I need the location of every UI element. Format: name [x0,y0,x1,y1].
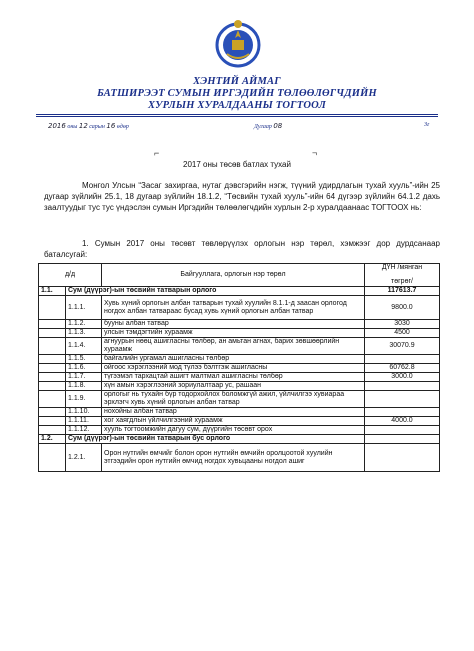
row-amount: 3030 [365,320,440,329]
intro-paragraph: Монгол Улсын “Засаг захиргаа, нутаг дэвсгэрийн нэгж, түүний удирдлагын тухай хууль”-ийн 25 дугаар зүйлийн 25.1, 18 дугаар зүйлийн 18.1.2, “Төсвийн тухай хууль”-ийн 64 дүгээр зүйлийн 64.1.2 дахь заалтуудыг тус тус үндэслэн сумын Иргэдийн төлөөлөгчдийн хурлын 2-р хуралдаанаас ТОГТООХ нь: [44,181,440,212]
row-name: Орон нутгийн өмчийг болон орон нутгийн өмчийн оролцоотой хуулийн этгээдийн орон нутгийн өмчид ногдох хувьцааны ногдол ашиг [102,444,365,472]
place-line [424,122,429,128]
row-amount: 4500 [365,329,440,338]
row-number: 1.2. [39,435,66,444]
resolution-number: 08 [273,122,283,130]
table-row [39,329,440,338]
row-number: 1.1.12. [66,426,102,435]
row-amount: 30070.9 [365,338,440,355]
row-name: түгээмэл тархацтай ашигт малтмал ашигласны төлбөр [102,373,365,382]
row-name: хууль тогтоомжийн дагуу сум, дүүргийн төсөвт орох [102,426,365,435]
row-name: хог хаягдлын үйлчилгээний хураамж [102,417,365,426]
place-label: Зг [424,122,430,128]
row-amount [365,391,440,408]
revenue-table [38,263,440,472]
date-year: 2016 [48,122,66,130]
row-number: 1.2.1. [66,444,102,472]
header-council: БАТШИРЭЭТ СУМЫН ИРГЭДИЙН ТӨЛӨӨЛӨГЧДИЙН [97,88,377,99]
table-row [39,364,440,373]
table-row [39,287,440,296]
row-indent-cell [39,364,66,373]
row-indent-cell [39,382,66,391]
table-row [39,338,440,355]
header-divider-bottom [36,116,438,117]
col-header-no: д/д [39,264,102,287]
row-name: Сум (дүүрэг)-ын төсвийн татварын орлого [66,287,365,296]
date-month-label: сарын [89,124,105,130]
row-number: 1.1.4. [66,338,102,355]
row-number: 1.1.8. [66,382,102,391]
table-row [39,444,440,472]
date-day: 16 [106,122,116,130]
row-name: байгалийн ургамал ашигласны төлбөр [102,355,365,364]
row-name: Хувь хүний орлогын албан татварын тухай хуулийн 8.1.1-д заасан орлогод ногдох албан татвараас бусад хувь хүний орлогын албан татвар [102,296,365,320]
number-label: Дугаар [254,124,272,130]
row-amount: 4000.0 [365,417,440,426]
document-title: 2017 оны төсөв батлах тухай [183,160,291,169]
row-name: Сум (дүүрэг)-ын төсвийн татварын бус орлого [66,435,365,444]
row-indent-cell [39,408,66,417]
number-line [254,122,282,130]
row-number: 1.1.1. [66,296,102,320]
row-amount: 60762.8 [365,364,440,373]
row-amount [365,426,440,435]
table-header-row [39,264,440,287]
table-row [39,408,440,417]
row-name: улсын тэмдэгтийн хураамж [102,329,365,338]
row-name: хүн амын хэрэглээний зориулалтаар ус, рашаан [102,382,365,391]
row-indent-cell [39,338,66,355]
date-line [48,122,129,130]
row-indent-cell [39,391,66,408]
clause-1: 1. Сумын 2017 оны төсөвт төвлөрүүлэх орлогын нэр төрөл, хэмжээг дор дурдсанаар баталсугай: [44,239,440,259]
row-indent-cell [39,417,66,426]
col-header-name: Байгууллага, орлогын нэр төрөл [102,264,365,287]
table-row [39,391,440,408]
row-number: 1.1.10. [66,408,102,417]
col-header-amount-line1: ДҮН /мянган [381,264,423,271]
row-number: 1.1.5. [66,355,102,364]
table-row [39,373,440,382]
row-amount [365,435,440,444]
row-number: 1.1.11. [66,417,102,426]
header-resolution: ХУРЛЫН ХУРАЛДААНЫ ТОГТООЛ [147,100,327,111]
row-number: 1.1.9. [66,391,102,408]
row-indent-cell [39,320,66,329]
row-name: бууны албан татвар [102,320,365,329]
title-bracket-left: ⌐ [154,148,160,158]
table-row [39,296,440,320]
row-number: 1.1.7. [66,373,102,382]
row-indent-cell [39,426,66,435]
date-year-label: оны [67,124,78,130]
row-name: орлогыг нь тухайн бүр тодорхойлох боломжгүй ажил, үйлчилгээ хувиараа эрхлэгч хувь хүний орлогын албан татвар [102,391,365,408]
table-row [39,426,440,435]
row-name: нохойны албан татвар [102,408,365,417]
col-header-amount-line2: төгрөг/ [391,278,413,285]
row-number: 1.1.2. [66,320,102,329]
row-indent-cell [39,296,66,320]
table-row [39,320,440,329]
row-amount: 9800.0 [365,296,440,320]
table-row [39,382,440,391]
row-indent-cell [39,355,66,364]
row-amount [365,382,440,391]
row-amount: 117613.7 [365,287,440,296]
row-name: ойгоос хэрэглээний мод түлээ бэлтгэж ашигласны [102,364,365,373]
table-row [39,435,440,444]
col-header-amount [365,264,440,287]
date-month: 12 [78,122,88,130]
row-indent-cell [39,444,66,472]
row-name: агнуурын нөөц ашигласны төлбөр, ан амьтан агнах, барих зөвшөөрлийн хураамж [102,338,365,355]
state-emblem-icon [215,18,261,70]
header-province: ХЭНТИЙ АЙМАГ [193,76,281,87]
row-amount [365,355,440,364]
row-number: 1.1.3. [66,329,102,338]
title-bracket-right: ¬ [312,148,318,158]
header-divider-top [36,114,438,115]
table-row [39,417,440,426]
row-number: 1.1.6. [66,364,102,373]
table-row [39,355,440,364]
row-amount [365,444,440,472]
row-amount [365,408,440,417]
row-amount: 3000.0 [365,373,440,382]
row-number: 1.1. [39,287,66,296]
row-indent-cell [39,373,66,382]
row-indent-cell [39,329,66,338]
date-day-label: өдөр [116,124,129,130]
